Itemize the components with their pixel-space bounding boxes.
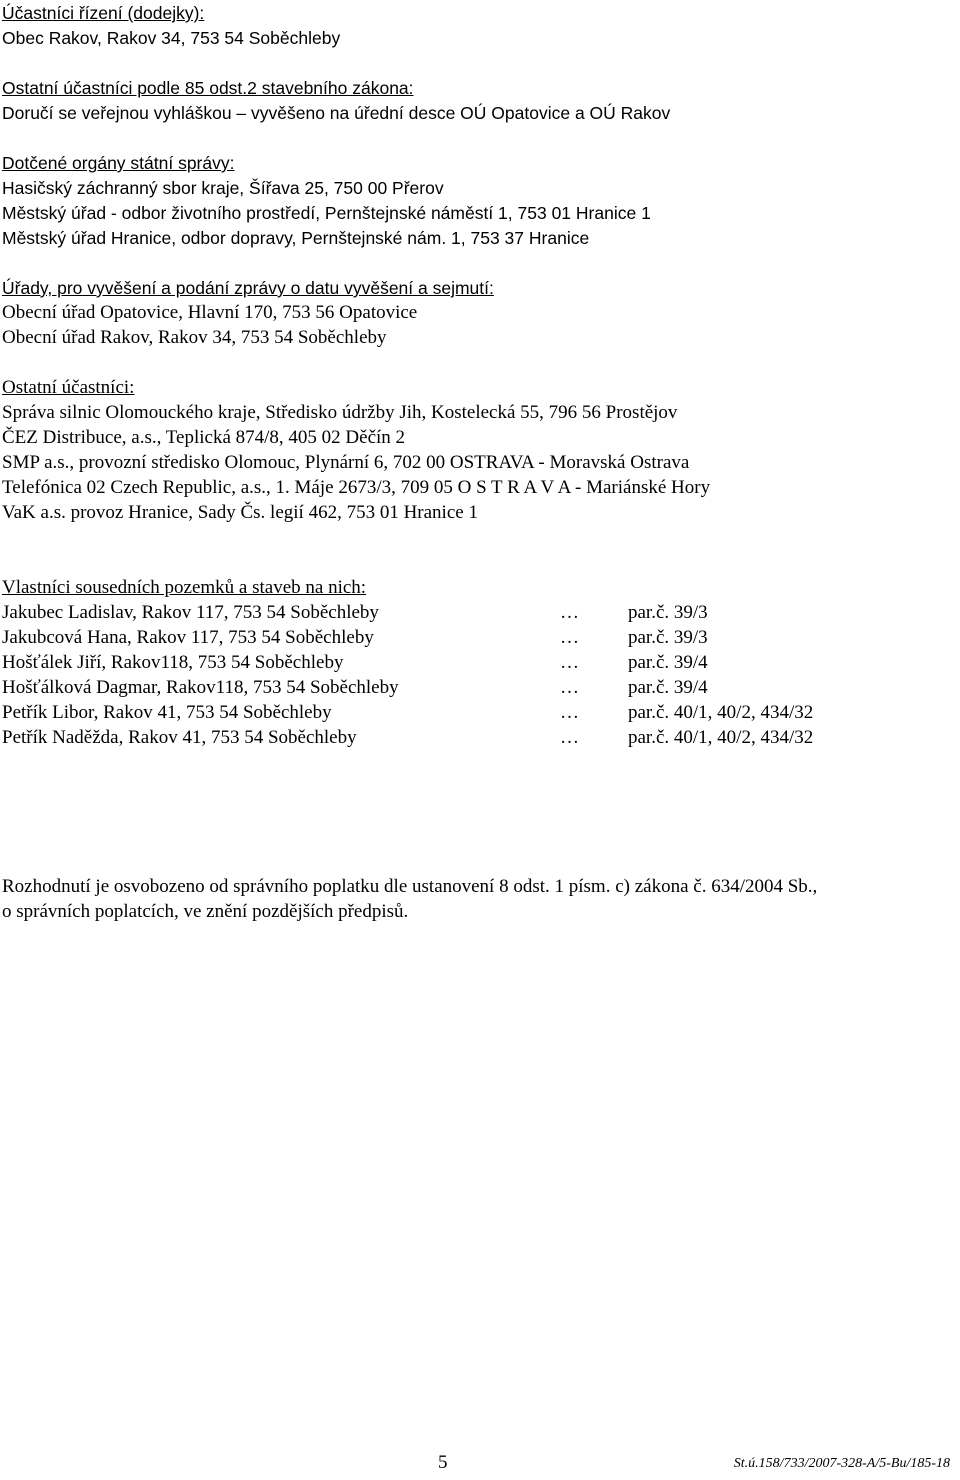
owner-ellipsis: … bbox=[560, 627, 579, 648]
owner-parcel: par.č. 40/1, 40/2, 434/32 bbox=[628, 727, 814, 748]
dotcene-line-3: Městský úřad Hranice, odbor dopravy, Pernštejnské nám. 1, 753 37 Hranice bbox=[2, 228, 590, 248]
section-heading-ostatni: Ostatní účastníci: bbox=[2, 377, 135, 398]
urady-line-1: Obecní úřad Opatovice, Hlavní 170, 753 56 Opatovice bbox=[2, 302, 418, 323]
owner-name: Jakubec Ladislav, Rakov 117, 753 54 Soběchleby bbox=[2, 602, 379, 623]
owner-parcel: par.č. 40/1, 40/2, 434/32 bbox=[628, 702, 814, 723]
section-heading-urady: Úřady, pro vyvěšení a podání zprávy o datu vyvěšení a sejmutí: bbox=[2, 278, 494, 298]
ostatni-line-5: VaK a.s. provoz Hranice, Sady Čs. legií 462, 753 01 Hranice 1 bbox=[2, 502, 478, 523]
urady-line-2: Obecní úřad Rakov, Rakov 34, 753 54 Soběchleby bbox=[2, 327, 387, 348]
owner-parcel: par.č. 39/3 bbox=[628, 602, 708, 623]
owner-ellipsis: … bbox=[560, 702, 579, 723]
ostatni-line-2: ČEZ Distribuce, a.s., Teplická 874/8, 405 02 Děčín 2 bbox=[2, 427, 406, 448]
page-number: 5 bbox=[438, 1452, 448, 1473]
dotcene-line-2: Městský úřad - odbor životního prostředí, Pernštejnské náměstí 1, 753 01 Hranice 1 bbox=[2, 203, 651, 223]
owner-parcel: par.č. 39/4 bbox=[628, 677, 708, 698]
section-heading-ucastnici: Účastníci řízení (dodejky): bbox=[2, 3, 205, 23]
dotcene-line-1: Hasičský záchranný sbor kraje, Šířava 25, 750 00 Přerov bbox=[2, 178, 444, 198]
fee-exemption-line-2: o správních poplatcích, ve znění pozdějších předpisů. bbox=[2, 901, 409, 922]
section-heading-dotcene: Dotčené orgány státní správy: bbox=[2, 153, 235, 173]
owner-name: Jakubcová Hana, Rakov 117, 753 54 Soběchleby bbox=[2, 627, 374, 648]
ucastnici-line-1: Obec Rakov, Rakov 34, 753 54 Soběchleby bbox=[2, 28, 341, 48]
ostatni-85-line-1: Doručí se veřejnou vyhláškou – vyvěšeno na úřední desce OÚ Opatovice a OÚ Rakov bbox=[2, 103, 671, 123]
owner-name: Petřík Naděžda, Rakov 41, 753 54 Soběchleby bbox=[2, 727, 357, 748]
ostatni-line-1: Správa silnic Olomouckého kraje, Středisko údržby Jih, Kostelecká 55, 796 56 Prostějov bbox=[2, 402, 678, 423]
owner-ellipsis: … bbox=[560, 727, 579, 748]
section-heading-ostatni-85: Ostatní účastníci podle 85 odst.2 stavebního zákona: bbox=[2, 78, 414, 98]
fee-exemption-line-1: Rozhodnutí je osvobozeno od správního poplatku dle ustanovení 8 odst. 1 písm. c) zákona č. 634/2004 Sb., bbox=[2, 876, 818, 897]
owner-parcel: par.č. 39/4 bbox=[628, 652, 708, 673]
ostatni-line-4: Telefónica 02 Czech Republic, a.s., 1. Máje 2673/3, 709 05 O S T R A V A - Mariánské Hory bbox=[2, 477, 711, 498]
owner-ellipsis: … bbox=[560, 677, 579, 698]
section-heading-vlastnici: Vlastníci sousedních pozemků a staveb na nich: bbox=[2, 577, 367, 598]
owner-ellipsis: … bbox=[560, 652, 579, 673]
owner-name: Hošťálek Jiří, Rakov118, 753 54 Soběchleby bbox=[2, 652, 344, 673]
owner-name: Hošťálková Dagmar, Rakov118, 753 54 Soběchleby bbox=[2, 677, 399, 698]
owner-ellipsis: … bbox=[560, 602, 579, 623]
owner-parcel: par.č. 39/3 bbox=[628, 627, 708, 648]
owner-name: Petřík Libor, Rakov 41, 753 54 Soběchleby bbox=[2, 702, 332, 723]
ostatni-line-3: SMP a.s., provozní středisko Olomouc, Plynární 6, 702 00 OSTRAVA - Moravská Ostrava bbox=[2, 452, 690, 473]
document-reference: St.ú.158/733/2007-328-A/5-Bu/185-18 bbox=[733, 1456, 950, 1471]
